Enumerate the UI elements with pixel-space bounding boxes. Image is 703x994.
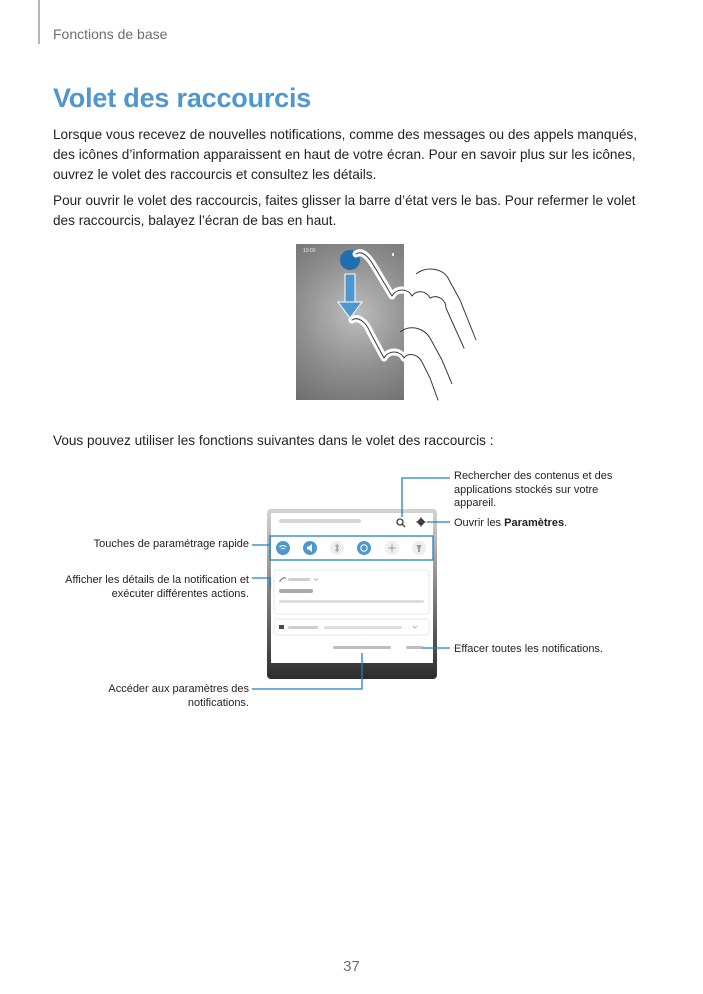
status-bar-clock: 10:00	[303, 248, 316, 254]
notification-app-name	[288, 578, 310, 581]
clear-all-link	[406, 646, 423, 649]
notification-settings-link	[333, 646, 391, 649]
notification-body	[279, 600, 424, 603]
page-title: Volet des raccourcis	[53, 83, 312, 113]
notification-secondary-icon	[279, 625, 284, 629]
callout-settings-bold: Paramètres	[504, 517, 565, 529]
paragraph-intro: Lorsque vous recevez de nouvelles notifications, comme des messages ou des appels manqués, des icônes d’information apparaissent en haut de votre écran. Pour en savoir plus sur les icônes, ouvrez le volet des raccourcis et consultez les détails.	[53, 127, 638, 182]
callout-settings	[454, 517, 654, 531]
auto-rotate-toggle-icon	[357, 541, 371, 555]
paragraph-open-panel: Pour ouvrir le volet des raccourcis, faites glisser la barre d’état vers le bas. Pour refermer le volet des raccourcis, balayez l’écran de bas en haut.	[53, 193, 636, 228]
callout-settings-suffix: .	[564, 517, 568, 529]
callout-clear-all: Effacer toutes les notifications.	[454, 643, 603, 655]
panel-header-date	[279, 519, 361, 523]
notification-title	[279, 589, 313, 593]
callout-notification-details: Afficher les détails de la notification et exécuter différentes actions.	[65, 574, 249, 600]
notification-secondary-app	[288, 626, 318, 629]
section-header: Fonctions de base	[53, 26, 168, 42]
paragraph-functions: Vous pouvez utiliser les fonctions suivantes dans le volet des raccourcis :	[53, 433, 494, 448]
callout-notification-settings: Accéder aux paramètres des notifications.	[108, 683, 249, 709]
notification-secondary-text	[324, 626, 402, 629]
callout-settings-prefix: Ouvrir les	[454, 517, 505, 529]
page-number: 37	[343, 958, 360, 975]
callout-search: Rechercher des contenus et des applications stockés sur votre appareil.	[454, 470, 613, 509]
callout-quick-settings: Touches de paramétrage rapide	[93, 538, 249, 550]
